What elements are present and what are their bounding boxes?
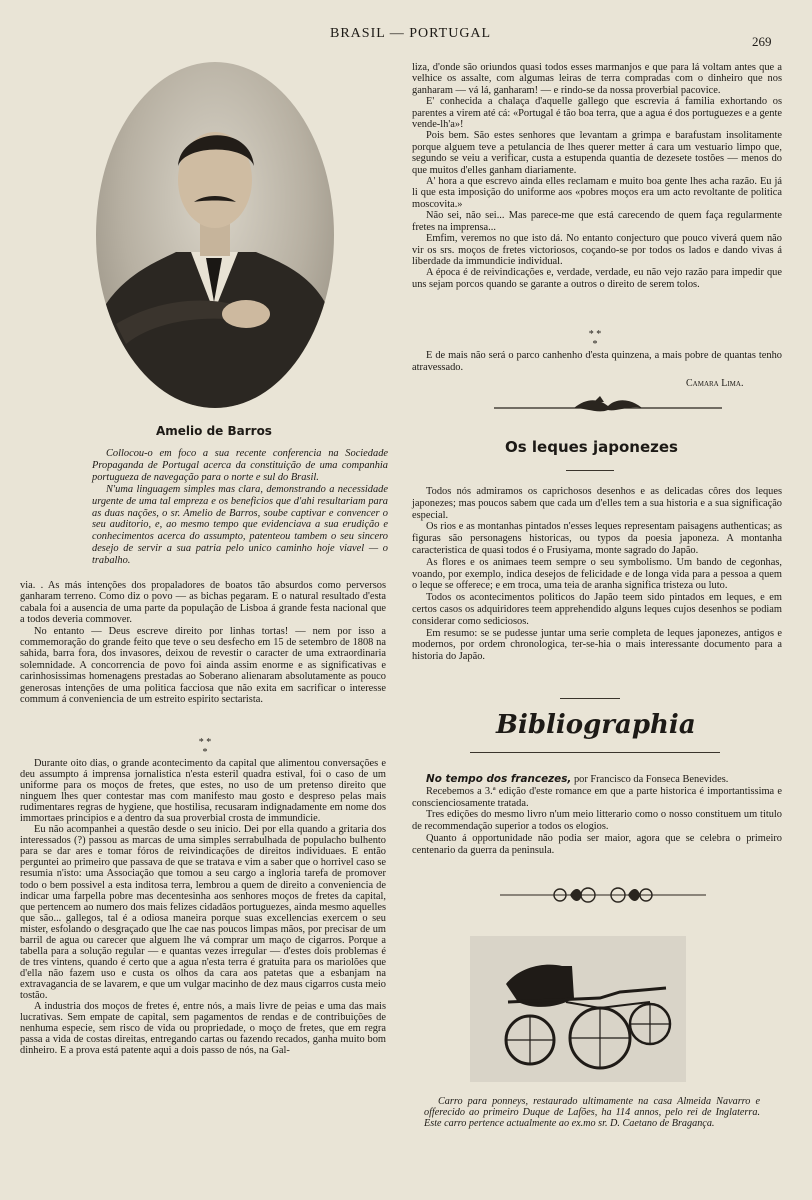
page-header — [0, 24, 812, 48]
left-column-block-2 — [20, 758, 386, 1056]
paragraph: Recebemos a 3.ª edição d'este romance em que a parte historica é importantissima e conscienciosamente tratada. — [412, 785, 782, 809]
caption-paragraph: N'uma linguagem simples mas clara, demonstrando a necessidade urgente de uma tal empreza e os beneficios que d'ahi resultariam para as duas nações, o sr. Amelio de Barros, soube captivar e convencer o seu auditorio, e, ao mesmo tempo que evidenciava a sua erudição e conhecimentos acerca do assumpto, patenteou tambem o seu sincero desejo de servir a sua patria pelo unico caminho hoje viavel — o trabalho. — [92, 483, 388, 567]
book-title: No tempo dos francezes, — [426, 773, 572, 785]
floral-divider-icon — [500, 884, 706, 906]
paragraph: liza, d'onde são oriundos quasi todos esses marmanjos e que para lá voltam antes que a velhice os assalte, com algumas leiras de terra compradas com o dinheiro que nos ganharam — vá lá, ganharam! — e rindo-se da nossa proverbial pacovice. — [412, 62, 782, 96]
bibliography-entry — [412, 774, 782, 857]
ornament-divider-icon — [494, 396, 722, 418]
caption-text: Carro para ponneys, restaurado ultimamente na casa Almeida Navarro e offerecido ao primeiro Duque de Lafões, ha 114 annos, pelo rei de Inglaterra. Este carro pertence actualmente ao ex.mo sr. D. Caetano de Bragança. — [424, 1096, 760, 1130]
carriage-photo — [470, 936, 686, 1082]
title-rule — [470, 752, 720, 753]
paragraph: E' conhecida a chalaça d'aquelle gallego que escrevia á familia exhortando os parentes a virem até cá: «Portugal é tão boa terra, que a agua é dos portuguezes e a gente vende-lh'a»! — [412, 96, 782, 131]
portrait-figure-icon — [96, 62, 334, 408]
paragraph: Emfim, veremos no que isto dá. No entanto conjecturo que pouco viverá quem não vir os srs. moços de fretes victoriosos, coçando-se por todos os lados e dando vivas á liberdade da immundicie individual. — [412, 233, 782, 267]
carriage-icon — [470, 936, 686, 1082]
section-stars: * * * — [198, 737, 212, 758]
paragraph: No entanto — Deus escreve direito por linhas tortas! — nem por isso a commemoração do grande feito que teve o seu desfecho em 15 de setembro de 1808 na sahida, barra fora, dos invasores, deixou de revestir o caracter de uma extraordinaria solemnidade. A concorrencia de povo foi ainda assim enorme e as significativas e carinhosissimas homenagens prestadas ao Soberano alienaram absolutamente as pouco generosas intenções de uma politica facciosa que não exita em sacrificar o interesse commum á conveniencia de um estreito espirito sectarista. — [20, 625, 386, 706]
paragraph: Pois bem. São estes senhores que levantam a grimpa e barafustam insolitamente porque alguem teve a petulancia de lhes querer metter á cara um vestuario limpo que, segundo se veiu a verificar, custa a estupenda quantia de dezesete tostões — menos do que muitos d'elles ganham diariamente. — [412, 130, 782, 176]
page-number: 269 — [752, 34, 772, 49]
paragraph: via. . As más intenções dos propaladores de boatos tão absurdos como perversos ganharam terreno. Como diz o povo — as bichas pegaram. E o natural resultado d'esta cabala foi a ausencia de uma parte da população de Lisboa á grande festa nacional que a todos deveria commover. — [20, 580, 386, 626]
paragraph: Em resumo: se se pudesse juntar uma serie completa de leques japonezes, antigos e modernos, por ordem chronologica, ter-se-hia o mais interessante documento para a historia do Japão. — [412, 627, 782, 663]
paragraph: Todos nós admiramos os caprichosos desenhos e as delicadas côres dos leques japonezes; mas poucos sabem que cada um d'elles tem a sua historia e a sua significação especial. — [412, 486, 782, 521]
paragraph: A industria dos moços de fretes é, entre nós, a mais livre de peias e uma das mais lucrativas. Sem empate de capital, sem pagamentos de rendas e de contribuições de nenhuma especie, sem risco de vida ou propriedade, o moço de fretes, que em regra passa a vida de costas direitas, entregando cartas ou fazendo recados, ganha muito bom dinheiro. E a prova está patente aqui a dois passo de nós, na Gal- — [20, 1001, 386, 1057]
paragraph: Tres edições do mesmo livro n'um meio litterario como o nosso constituem um titulo de recommendação superior a todos os elogios. — [412, 809, 782, 833]
section-title-bibliographia: Bibliographia — [496, 710, 696, 740]
leques-article — [412, 486, 782, 663]
caption-paragraph: Collocou-o em foco a sua recente conferencia na Sociedade Propaganda de Portugal acerca da constituição de uma companhia portugueza de navegação para o norte e sul do Brasil. — [92, 448, 388, 483]
paragraph: Todos os acontecimentos politicos do Japão teem sido pintados em leques, e em certos casos os adquiridores teem apprehendido alguns leques cujos desenhos se podiam considerar como sediciosos. — [412, 592, 782, 627]
section-title-leques: Os leques japonezes — [505, 438, 678, 456]
running-title: BRASIL — PORTUGAL — [330, 26, 492, 41]
section-rule — [560, 698, 620, 699]
paragraph: Eu não acompanhei a questão desde o seu inicio. Dei por ella quando a gritaria dos interessados (?) passou as marcas de uma simples serrabulhada de populacho bulhento para se dar ares e tomar fóros de reivindicações de direitos individuaes. E então perguntei ao primeiro que passava de que se tratava e vim a saber que o horrivel caso se resumia n'isto: uma Associação que tomou a seu cargo a ingloria tarefa de promover todo o bem possivel a esta inditosa terra, lembrou a quem de direito a conveniencia de indicar uma farpella pobre mas decentesinha aos senhores moços de fretes da capital, que pertencem ao numero dos mais felizes cidadãos portuguezes, ainda mesmo aquelles que são... gallegos, tal é a odiosa maneira porque suas excellencias exercem o seu mister, esfolando o desgraçado que lhe cae nas poucos limpas mãos, por precisar de um barril de agua ou carecer que alguem lhe vá comprar um maço de cigarros. Porque a tabella para a solução regular — e quantas vezes irregular — d'estes dois problemas é de tres vintens, quando é certo que a agua n'esta terra é gratuita para os mariolões que d'ella não fazem uso e custa os olhos da cara aos patetas que a esbanjam na extravagancia de se lavarem, e que um vulgar macinho de dez maus cigarros custa meio tostão. — [20, 824, 386, 1001]
section-stars: * * * — [588, 329, 602, 350]
paragraph: Quanto á opportunidade não podia ser maior, agora que se celebra o primeiro centenario da guerra da peninsula. — [412, 832, 782, 856]
paragraph: Os rios e as montanhas pintados n'esses leques representam paisagens authenticas; as figuras são personagens historicas, ou typos da poesia japoneza. A montanha caracteristica de quasi todos é o Frusiyama, monte sagrado do Japão. — [412, 521, 782, 556]
carriage-caption — [424, 1096, 760, 1130]
paragraph: Não sei, não sei... Mas parece-me que está carecendo de quem faça regularmente fretes na imprensa... — [412, 210, 782, 233]
paragraph: As flores e os animaes teem sempre o seu symbolismo. Um bando de cegonhas, voando, por exemplo, indica desejos de felicidade e de longa vida para a pessoa a quem o leque se offerece; e em troca, uma teia de aranha significa tristeza ou luto. — [412, 556, 782, 592]
left-column-block-1 — [20, 580, 386, 705]
portrait-photo — [96, 62, 334, 408]
signature: Camara Lima. — [686, 378, 744, 389]
portrait-caption — [92, 448, 388, 567]
paragraph: A época é de reivindicações e, verdade, verdade, eu não vejo razão para impedir que uns sejam porcos quando se garante a outros o direito de serem tolos. — [412, 267, 782, 290]
title-rule — [566, 470, 614, 471]
portrait-name: Amelio de Barros — [156, 424, 272, 438]
right-column-block-1 — [412, 62, 782, 290]
closing-paragraph — [412, 350, 782, 374]
paragraph: Durante oito dias, o grande acontecimento da capital que alimentou conversações e deu assumpto á imprensa jornalistica n'esta esteril quadra estival, foi o caso de um uniforme para os moços de fretes, que estes, no uso de um pretenso direito que ninguem lhes quer contestar mas com manifesto mau gosto e despreso pelas mais rudimentares regras de hygiene, que hostilisa, recusaram indignadamente em nome dos immortaes principios e a dentro da sua proverbial crosta de immundicie. — [20, 758, 386, 825]
paragraph: A' hora a que escrevo ainda elles reclamam e muito boa gente lhes acha razão. Eu já li que esta imposição do uniforme aos «pobres moços era um acto revoltante de politica moscovita.» — [412, 176, 782, 210]
book-author: por Francisco da Fonseca Benevides. — [571, 774, 729, 785]
paragraph: E de mais não será o parco canhenho d'esta quinzena, a mais pobre de quantas tenho atravessado. — [412, 350, 782, 373]
